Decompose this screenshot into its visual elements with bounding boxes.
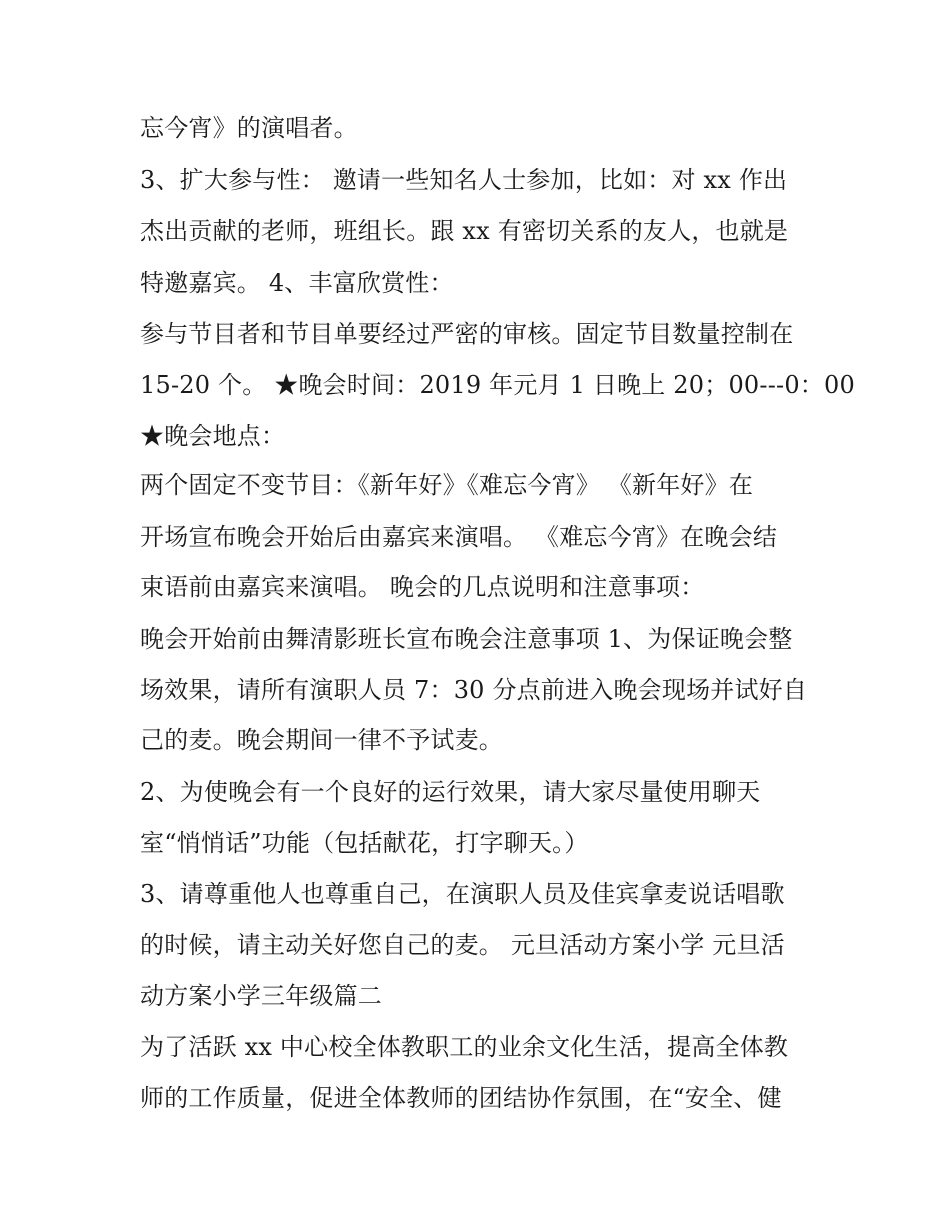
text-line: 忘今宵》的演唱者。: [140, 114, 358, 142]
text-line: 15-20 个。 ★晚会时间：2019 年元月 1 日晚上 20；00---0：00: [140, 371, 855, 399]
text-line: 己的麦。晚会期间一律不予试麦。: [140, 726, 503, 754]
text-line: 为了活跃 xx 中心校全体教职工的业余文化生活，提高全体教: [140, 1033, 789, 1061]
text-line: 场效果，请所有演职人员 7：30 分点前进入晚会现场并试好自: [140, 676, 808, 704]
text-line: 3、请尊重他人也尊重自己，在演职人员及佳宾拿麦说话唱歌: [140, 880, 785, 908]
text-line: 3、扩大参与性： 邀请一些知名人士参加，比如：对 xx 作出: [140, 166, 788, 194]
text-line: 动方案小学三年级篇二: [140, 982, 382, 1010]
text-line: 参与节目者和节目单要经过严密的审核。固定节目数量控制在: [140, 320, 794, 348]
text-line: 室“悄悄话”功能（包括献花，打字聊天。）: [140, 829, 589, 857]
text-line: 束语前由嘉宾来演唱。 晚会的几点说明和注意事项：: [140, 573, 705, 601]
text-line: 晚会开始前由舞清影班长宣布晚会注意事项 1、为保证晚会整: [140, 625, 793, 653]
text-line: 特邀嘉宾。 4、丰富欣赏性：: [140, 269, 454, 297]
text-line: 开场宣布晚会开始后由嘉宾来演唱。 《难忘今宵》在晚会结: [140, 523, 778, 551]
text-line: 杰出贡献的老师，班组长。跟 xx 有密切关系的友人，也就是: [140, 217, 789, 245]
text-line: 两个固定不变节目：《新年好》《难忘今宵》 《新年好》在: [140, 471, 754, 499]
text-line: 师的工作质量，促进全体教师的团结协作氛围，在“安全、健: [140, 1084, 782, 1112]
text-line: 2、为使晚会有一个良好的运行效果，请大家尽量使用聊天: [140, 778, 761, 806]
text-line: ★晚会地点：: [140, 422, 286, 450]
text-line: 的时候，请主动关好您自己的麦。 元旦活动方案小学 元旦活: [140, 931, 785, 959]
